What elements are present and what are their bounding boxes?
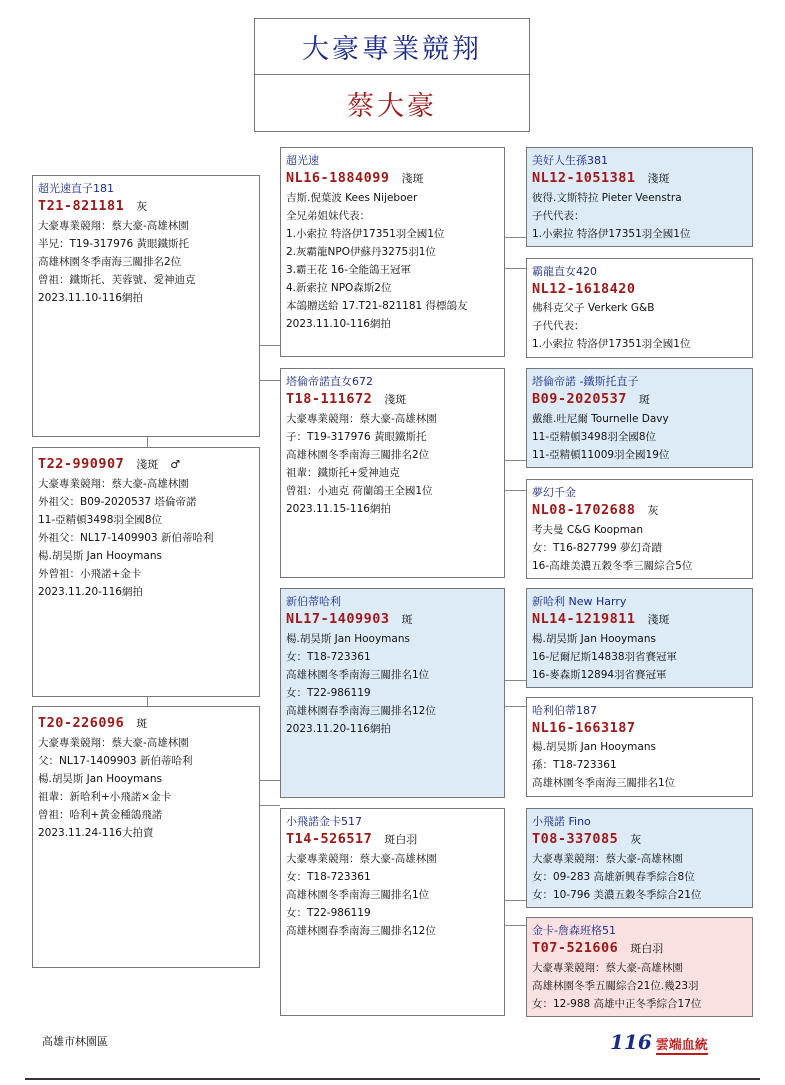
info-line: 16-尼爾尼斯14838羽省賽冠軍	[532, 651, 678, 663]
ggp-card-5	[526, 588, 753, 688]
info-line: 11-亞精頓11009羽全國19位	[532, 449, 670, 461]
info-line: 高雄林園冬季五關綜合21位.幾23羽	[532, 980, 699, 992]
logo-text: 雲端血統	[656, 1034, 708, 1055]
pigeon-name: 塔倫帝諾 -鐵斯托直子	[532, 375, 639, 388]
info-line: 4.新索拉 NPO森斯2位	[286, 282, 392, 294]
info-line: 父：NL17-1409903 新伯蒂哈利	[38, 755, 193, 767]
info-line: 3.霸王花 16-全能鴿王冠軍	[286, 264, 412, 276]
ggp-card-8	[526, 917, 753, 1017]
pigeon-name: 塔倫帝諾直女672	[286, 375, 373, 388]
male-symbol-icon: ♂	[170, 458, 181, 471]
info-line: 佛科克父子 Verkerk G&B	[532, 302, 655, 314]
ring-number: NL14-1219811	[532, 611, 636, 627]
ggp-card-3	[526, 368, 753, 468]
cloud-pedigree-logo	[610, 1030, 708, 1055]
connector-line	[260, 345, 280, 346]
ggp-card-7	[526, 808, 753, 908]
bottom-divider	[25, 1078, 760, 1080]
pigeon-name: 小飛諾 Fino	[532, 815, 591, 828]
info-line: 16-麥森斯12894羽省賽冠軍	[532, 669, 667, 681]
info-line: 大豪專業競翔：蔡大豪-高雄林園	[38, 737, 189, 749]
pigeon-name: 超光速	[286, 154, 319, 167]
info-line: 2023.11.10-116網拍	[286, 318, 391, 330]
info-line: 女：T22-986119	[286, 687, 371, 699]
info-line: 大豪專業競翔：蔡大豪-高雄林園	[286, 413, 437, 425]
info-line: 大豪專業競翔：蔡大豪-高雄林園	[38, 220, 189, 232]
ring-number: NL17-1409903	[286, 611, 390, 627]
info-line: 1.小索拉 特洛伊17351羽全國1位	[286, 228, 445, 240]
info-line: 2023.11.10-116網拍	[38, 292, 143, 304]
subject-color: 灰	[136, 200, 148, 213]
plumage-color: 斑白羽	[384, 833, 418, 846]
info-line: 高雄林園春季南海三關排名12位	[286, 925, 436, 937]
location-text: 高雄市林園區	[42, 1035, 108, 1048]
pigeon-name: 小飛諾金卡517	[286, 815, 362, 828]
dam-card	[32, 706, 260, 968]
ring-number: T08-337085	[532, 831, 619, 847]
info-line: 女：T18-723361	[286, 651, 371, 663]
connector-line	[147, 437, 148, 447]
info-line: 2023.11.20-116網拍	[286, 723, 391, 735]
info-line: 女：12-988 高雄中正冬季綜合17位	[532, 998, 702, 1010]
info-line: 彼得.文斯特拉 Pieter Veenstra	[532, 192, 682, 204]
grandsire-maternal-card	[280, 588, 505, 798]
info-line: 2023.11.24-116大拍賣	[38, 827, 154, 839]
info-line: 本鴿贈送給 17.T21-821181 得標鴿友	[286, 300, 468, 312]
info-line: 戴維.吐尼爾 Tournelle Davy	[532, 413, 669, 425]
plumage-color: 淺斑	[647, 613, 670, 626]
plumage-color: 斑	[401, 613, 413, 626]
info-line: 女：T16-827799 夢幻奇蹟	[532, 542, 662, 554]
pigeon-name: 金卡-詹森班格51	[532, 924, 616, 937]
connector-line	[260, 780, 280, 781]
header-box	[254, 18, 530, 132]
info-line: 外祖父：B09-2020537 塔倫帝諾	[38, 496, 197, 508]
info-line: 子代代表：	[532, 210, 585, 222]
info-line: 高雄林園冬季南海三關排名1位	[286, 669, 430, 681]
subject-card	[32, 175, 260, 437]
connector-line	[147, 697, 148, 706]
info-line: 外曾祖：小飛諾+金卡	[38, 568, 142, 580]
info-line: 大豪專業競翔：蔡大豪-高雄林園	[532, 962, 683, 974]
info-line: 曾祖：小迪克 荷蘭鴿王全國1位	[286, 485, 433, 497]
info-line: 大豪專業競翔：蔡大豪-高雄林園	[38, 478, 189, 490]
info-line: 子：T19-317976 黃眼鐵斯托	[286, 431, 427, 443]
dam-color: 斑	[136, 717, 148, 730]
connector-line	[505, 900, 526, 901]
info-line: 子代代表：	[532, 320, 585, 332]
ggp-card-1	[526, 147, 753, 247]
ring-number: NL12-1618420	[532, 281, 636, 297]
info-line: 高雄林園春季南海三關排名12位	[286, 705, 436, 717]
connector-line	[505, 490, 526, 491]
info-line: 1.小索拉 特洛伊17351羽全國1位	[532, 338, 691, 350]
pigeon-name: 美好人生孫381	[532, 154, 608, 167]
info-line: 祖輩：鐵斯托+愛神迪克	[286, 467, 400, 479]
owner-name: 蔡大豪	[347, 90, 437, 122]
plumage-color: 斑	[638, 393, 650, 406]
connector-line	[505, 925, 526, 926]
info-line: 外祖父：NL17-1409903 新伯蒂哈利	[38, 532, 214, 544]
connector-line	[505, 706, 526, 707]
pigeon-name: 新哈利 New Harry	[532, 595, 627, 608]
info-line: 吉斯.倪葉波 Kees Nijeboer	[286, 192, 418, 204]
pigeon-name: 哈利伯蒂187	[532, 704, 597, 717]
info-line: 11-亞精頓3498羽全國8位	[38, 514, 163, 526]
info-line: 16-高雄美濃五穀冬季三關綜合5位	[532, 560, 693, 572]
dam-ring: T20-226096	[38, 715, 125, 731]
logo-number: 116	[610, 1030, 652, 1054]
info-line: 孫：T18-723361	[532, 759, 617, 771]
connector-line	[260, 805, 280, 806]
info-line: 大豪專業競翔：蔡大豪-高雄林園	[532, 853, 683, 865]
subject-ring: T21-821181	[38, 198, 125, 214]
sire-ring: T22-990907	[38, 456, 125, 472]
info-line: 女：09-283 高雄新興春季綜合8位	[532, 871, 695, 883]
info-line: 楊.胡昊斯 Jan Hooymans	[286, 633, 410, 645]
loft-name: 大豪專業競翔	[255, 19, 529, 75]
ring-number: T14-526517	[286, 831, 373, 847]
plumage-color: 灰	[630, 833, 642, 846]
connector-line	[505, 680, 526, 681]
plumage-color: 淺斑	[401, 172, 424, 185]
connector-line	[260, 380, 280, 381]
ring-number: NL16-1884099	[286, 170, 390, 186]
info-line: 2.灰霸龍NPO伊蘇丹3275羽1位	[286, 246, 436, 258]
info-line: 2023.11.15-116網拍	[286, 503, 391, 515]
info-line: 高雄林園冬季南海三關排名1位	[286, 889, 430, 901]
info-line: 祖輩：新哈利+小飛諾×金卡	[38, 791, 172, 803]
info-line: 1.小索拉 特洛伊17351羽全國1位	[532, 228, 691, 240]
plumage-color: 淺斑	[384, 393, 407, 406]
ring-number: B09-2020537	[532, 391, 627, 407]
pigeon-name: 夢幻千金	[532, 486, 576, 499]
ring-number: NL16-1663187	[532, 720, 636, 736]
ggp-card-4	[526, 479, 753, 579]
info-line: 大豪專業競翔：蔡大豪-高雄林園	[286, 853, 437, 865]
info-line: 楊.胡昊斯 Jan Hooymans	[38, 550, 162, 562]
info-line: 高雄林園冬季南海三關排名2位	[286, 449, 430, 461]
ring-number: NL08-1702688	[532, 502, 636, 518]
info-line: 楊.胡昊斯 Jan Hooymans	[532, 633, 656, 645]
ring-number: NL12-1051381	[532, 170, 636, 186]
connector-line	[505, 237, 526, 238]
connector-line	[505, 460, 526, 461]
sire-color: 淺斑	[136, 458, 159, 471]
info-line: 女：10-796 美濃五穀冬季綜合21位	[532, 889, 702, 901]
info-line: 女：T18-723361	[286, 871, 371, 883]
plumage-color: 灰	[647, 504, 659, 517]
pigeon-name: 霸龍直女420	[532, 265, 597, 278]
info-line: 11-亞精頓3498羽全國8位	[532, 431, 657, 443]
sire-card	[32, 447, 260, 697]
info-line: 2023.11.20-116網拍	[38, 586, 143, 598]
granddam-paternal-card	[280, 368, 505, 578]
info-line: 高雄林園冬季南海三關排名2位	[38, 256, 182, 268]
info-line: 女：T22-986119	[286, 907, 371, 919]
info-line: 半兄：T19-317976 黃眼鐵斯托	[38, 238, 189, 250]
info-line: 高雄林園冬季南海三關排名1位	[532, 777, 676, 789]
connector-line	[505, 268, 526, 269]
info-line: 考夫曼 C&G Koopman	[532, 524, 644, 536]
info-line: 全兄弟姐妹代表：	[286, 210, 370, 222]
grandsire-paternal-card	[280, 147, 505, 357]
ggp-card-2	[526, 258, 753, 358]
subject-name: 超光速直子181	[38, 182, 114, 195]
granddam-maternal-card	[280, 808, 505, 1016]
ring-number: T07-521606	[532, 940, 619, 956]
pigeon-name: 新伯蒂哈利	[286, 595, 341, 608]
info-line: 曾祖：哈利+黃金種鴿飛諾	[38, 809, 163, 821]
plumage-color: 淺斑	[647, 172, 670, 185]
info-line: 曾祖：鐵斯托、芙蓉號、愛神迪克	[38, 274, 196, 286]
info-line: 楊.胡昊斯 Jan Hooymans	[532, 741, 656, 753]
plumage-color: 斑白羽	[630, 942, 664, 955]
info-line: 楊.胡昊斯 Jan Hooymans	[38, 773, 162, 785]
ggp-card-6	[526, 697, 753, 797]
ring-number: T18-111672	[286, 391, 373, 407]
